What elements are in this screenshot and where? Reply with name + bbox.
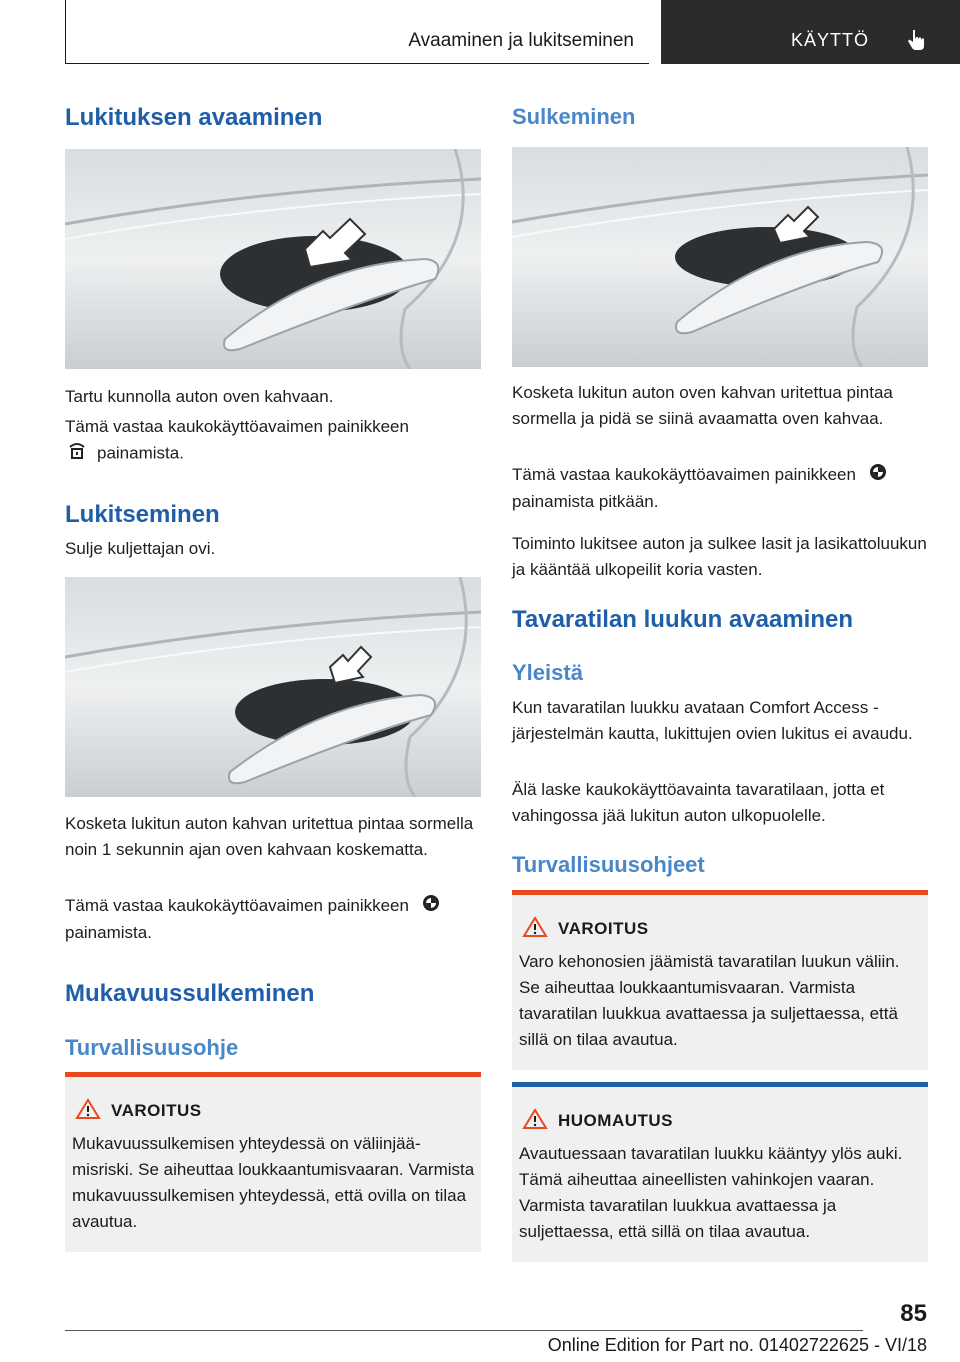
text-grip-handle: Tartu kunnolla auton oven kahvaan. [65,387,334,406]
text-unlock-equivalent-b: painamista. [97,443,184,463]
notice-triangle-icon [522,1108,548,1135]
text-lock-equivalent [65,893,481,946]
text-close-function: Toiminto lukitsee auton ja sulkee lasit ja lasikattoluukun ja kääntää ulkopeilit koria vasten. [512,534,927,579]
footer-edition: Online Edition for Part no. 01402722625 - VI/18 [547,1335,927,1355]
text-lock-equivalent-a: Tämä vastaa kaukokäyttöavaimen painikkeen [65,896,409,915]
header-rule-vertical [65,0,66,64]
text-close-equivalent-a: Tämä vastaa kaukokäyttöavaimen painikkeen [512,465,856,484]
warning-text: Mukavuussulkemisen yhteydessä on väliinjäämisriski. Se aiheuttaa loukkaantumisvaaran. Varmista mukavuussulkemisen yhteydessä, että ovilla on tilaa avautua. [72,1134,475,1231]
heading-comfort-safety: Turvallisuusohje [65,1035,239,1060]
warning-triangle-icon [522,916,548,943]
notice-text: Avautuessaan tavaratilan luukku kääntyy ylös auki. Tämä aiheuttaa aineellisten vahinkojen vaaran. Varmista tavaratilan luukkua avattaessa ja suljettaessa, että sillä on tilaa avautua. [519,1144,903,1241]
lock-button-icon [422,894,440,920]
warning-bar [65,1072,481,1077]
text-general-2: Älä laske kaukokäyttöavainta tavaratilaan, jotta et vahingossa jää lukitun auton ulkopuolelle. [512,780,885,825]
header-chapter-tab[interactable] [661,0,960,64]
warning-title: VAROITUS [558,919,649,938]
text-lock-equivalent-b: painamista. [65,922,152,942]
warning-box-comfort [65,1072,481,1252]
text-touch-hold: Kosketa lukitun auton oven kahvan uritettua pintaa sormella ja pidä se siinä avaamatta oven kahvaa. [512,383,893,428]
text-unlock-equivalent [65,414,481,468]
heading-comfort-close: Mukavuussulkeminen [65,980,315,1007]
figure-door-handle-hold [512,147,928,367]
text-close-equivalent [512,462,928,515]
header-chapter-label: KÄYTTÖ [791,30,870,50]
notice-box-trunk [512,1082,928,1262]
warning-box-trunk [512,890,928,1070]
page-number: 85 [900,1300,927,1327]
figure-door-handle-touch [65,577,481,797]
figure-door-handle-grip [65,149,481,369]
text-general-1: Kun tavaratilan luukku avataan Comfort Access -järjestelmän kautta, lukittujen ovien lukitus ei avaudu. [512,698,913,743]
heading-closing: Sulkeminen [512,104,636,129]
heading-safety-notes: Turvallisuusohjeet [512,852,705,877]
warning-title: VAROITUS [111,1101,202,1120]
text-touch-lock: Kosketa lukitun auton kahvan uritettua pintaa sormella noin 1 sekunnin ajan oven kahvaan koskematta. [65,814,474,859]
header-rule-horizontal [65,63,649,64]
text-unlock-equivalent-a: Tämä vastaa kaukokäyttöavaimen painikkeen [65,417,409,436]
unlock-button-icon [67,440,87,468]
footer-rule [65,1330,863,1331]
warning-bar [512,890,928,895]
warning-triangle-icon [75,1098,101,1125]
heading-unlock: Lukituksen avaaminen [65,104,323,131]
lock-button-icon [869,463,887,489]
notice-bar [512,1082,928,1087]
text-close-equivalent-b: painamista pitkään. [512,491,659,511]
heading-trunk-open: Tavaratilan luukun avaaminen [512,606,854,633]
header-section-title: Avaaminen ja lukitseminen [408,30,634,51]
text-close-door: Sulje kuljettajan ovi. [65,539,216,558]
notice-title: HUOMAUTUS [558,1111,673,1130]
warning-text: Varo kehonosien jäämistä tavaratilan luukun väliin. Se aiheuttaa loukkaantumisvaaran. Varmista tavaratilan luukkua avattaessa ja suljettaessa, että sillä on tilaa avautua. [519,952,900,1049]
hand-pointer-icon [904,26,930,57]
heading-general: Yleistä [512,660,583,685]
heading-lock: Lukitseminen [65,501,220,528]
